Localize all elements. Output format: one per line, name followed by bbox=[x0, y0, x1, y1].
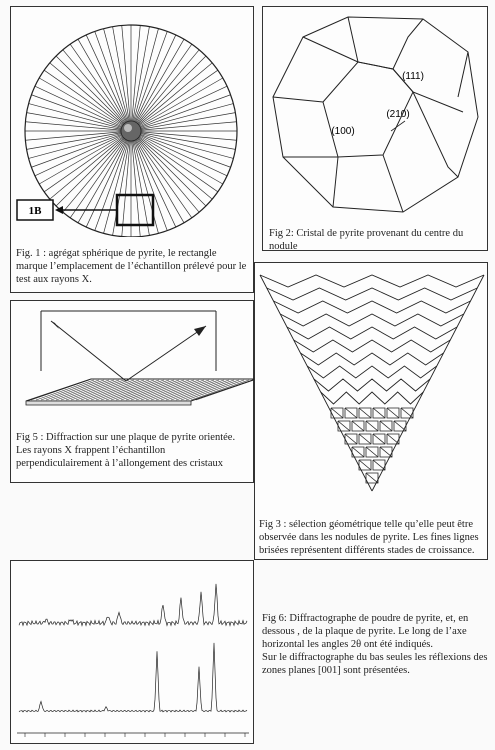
growth-zigzag bbox=[294, 340, 451, 352]
radial-ray bbox=[132, 141, 140, 237]
fig3-caption: Fig 3 : sélection géométrique telle qu’elle peut être observée dans les nodules de pyrite. Les fines lignes brisées représentent différents stades de croissance. bbox=[259, 519, 479, 556]
radial-ray bbox=[44, 137, 123, 192]
crystal-diagonal bbox=[359, 434, 371, 444]
growth-zigzag bbox=[321, 392, 424, 404]
crystal-diagonal bbox=[373, 434, 385, 444]
radial-ray bbox=[25, 122, 121, 130]
fig6-caption-line-2: Sur le diffractographe du bas seules les réflexions des zones planes [001] sont présentées. bbox=[262, 652, 488, 676]
radial-ray bbox=[137, 50, 199, 124]
fig6-caption-line-1: Fig 6: Diffractographe de poudre de pyrite, et, en dessous , de la plaque de pyrite. Le long de l’axe horizontal les angles 2θ ont été indiqués. bbox=[262, 613, 469, 650]
fig3-geometric-selection-drawing bbox=[255, 263, 489, 503]
growth-zigzag bbox=[287, 327, 457, 339]
radial-ray bbox=[141, 133, 236, 150]
diffraction-trace bbox=[19, 643, 247, 712]
growth-zigzag bbox=[273, 301, 470, 313]
crystal-diagonal bbox=[373, 408, 385, 418]
crystal-diagonal bbox=[394, 421, 406, 431]
fig3-panel bbox=[254, 262, 488, 560]
crystal-diagonal bbox=[331, 408, 343, 418]
fig5-caption: Fig 5 : Diffraction sur une plaque de pyrite orientée. Les rayons X frappent l’échantillon perpendiculairement à l’allongement des cristaux bbox=[16, 432, 236, 469]
crystal-diagonal bbox=[345, 408, 357, 418]
fig6-caption bbox=[262, 612, 488, 677]
radial-ray bbox=[113, 141, 130, 236]
fig5-diffraction-plate-drawing bbox=[11, 301, 255, 421]
fig1-panel bbox=[10, 6, 254, 293]
face-210-label: (210) bbox=[386, 109, 410, 120]
radial-ray bbox=[139, 70, 218, 125]
growth-zigzag bbox=[267, 288, 478, 300]
radial-ray bbox=[139, 137, 213, 199]
radial-ray bbox=[141, 122, 237, 130]
fig1-callout-label: 1B bbox=[28, 205, 42, 217]
crystal-diagonal bbox=[387, 408, 399, 418]
radial-ray bbox=[27, 113, 122, 130]
fig6-panel bbox=[10, 560, 254, 744]
radial-ray bbox=[25, 132, 121, 140]
crystal-diagonal bbox=[366, 421, 378, 431]
radial-ray bbox=[63, 50, 125, 124]
growth-zigzag bbox=[260, 275, 484, 287]
growth-zigzag bbox=[300, 353, 443, 365]
radial-ray bbox=[141, 113, 236, 130]
fig1-spherical-aggregate-drawing bbox=[11, 7, 255, 237]
growth-zigzag bbox=[280, 314, 464, 326]
radial-ray bbox=[133, 141, 150, 236]
sample-rectangle bbox=[117, 195, 153, 225]
fig5-panel bbox=[10, 300, 254, 483]
crystal-diagonal bbox=[387, 434, 399, 444]
radial-ray bbox=[63, 139, 125, 213]
growth-zigzag bbox=[307, 366, 437, 378]
radial-ray bbox=[137, 44, 192, 123]
face-100-label: (100) bbox=[331, 126, 355, 137]
nodule-edge-right bbox=[372, 275, 484, 491]
fig1-caption: Fig. 1 : agrégat sphérique de pyrite, le rectangle marque l’emplacement de l’échantillon prélevé pour le test aux rayons X. bbox=[16, 248, 247, 285]
radial-ray bbox=[50, 137, 124, 199]
fig2-caption: Fig 2: Cristal de pyrite provenant du centre du nodule bbox=[269, 228, 464, 252]
radial-ray bbox=[113, 27, 130, 122]
crystal-diagonal bbox=[401, 408, 413, 418]
face-111-label: (111) bbox=[402, 71, 424, 82]
radial-ray bbox=[141, 132, 237, 140]
crystal-diagonal bbox=[366, 447, 378, 457]
radial-ray bbox=[133, 27, 150, 122]
fig2-panel bbox=[262, 6, 488, 251]
crystal-diagonal bbox=[373, 460, 385, 470]
radial-ray bbox=[70, 44, 125, 123]
radial-ray bbox=[50, 63, 124, 125]
radial-ray bbox=[137, 139, 192, 218]
crystal-diagonal bbox=[380, 447, 392, 457]
fig6-diffractograms bbox=[11, 561, 255, 745]
radial-ray bbox=[139, 63, 213, 125]
radial-ray bbox=[132, 25, 140, 121]
nodule-edge-left bbox=[260, 275, 372, 491]
radial-ray bbox=[44, 70, 123, 125]
crystal-diagonal bbox=[359, 408, 371, 418]
diffraction-trace bbox=[19, 584, 247, 626]
crystal-diagonal bbox=[380, 421, 392, 431]
radial-ray bbox=[122, 25, 130, 121]
radial-ray bbox=[137, 139, 199, 213]
radial-ray bbox=[139, 137, 218, 192]
radial-ray bbox=[27, 133, 122, 150]
growth-zigzag bbox=[314, 379, 430, 391]
crystal-diagonal bbox=[352, 421, 364, 431]
fig2-pyrite-crystal-drawing bbox=[263, 7, 489, 222]
radial-ray bbox=[122, 141, 130, 237]
crystal-diagonal bbox=[366, 473, 378, 483]
